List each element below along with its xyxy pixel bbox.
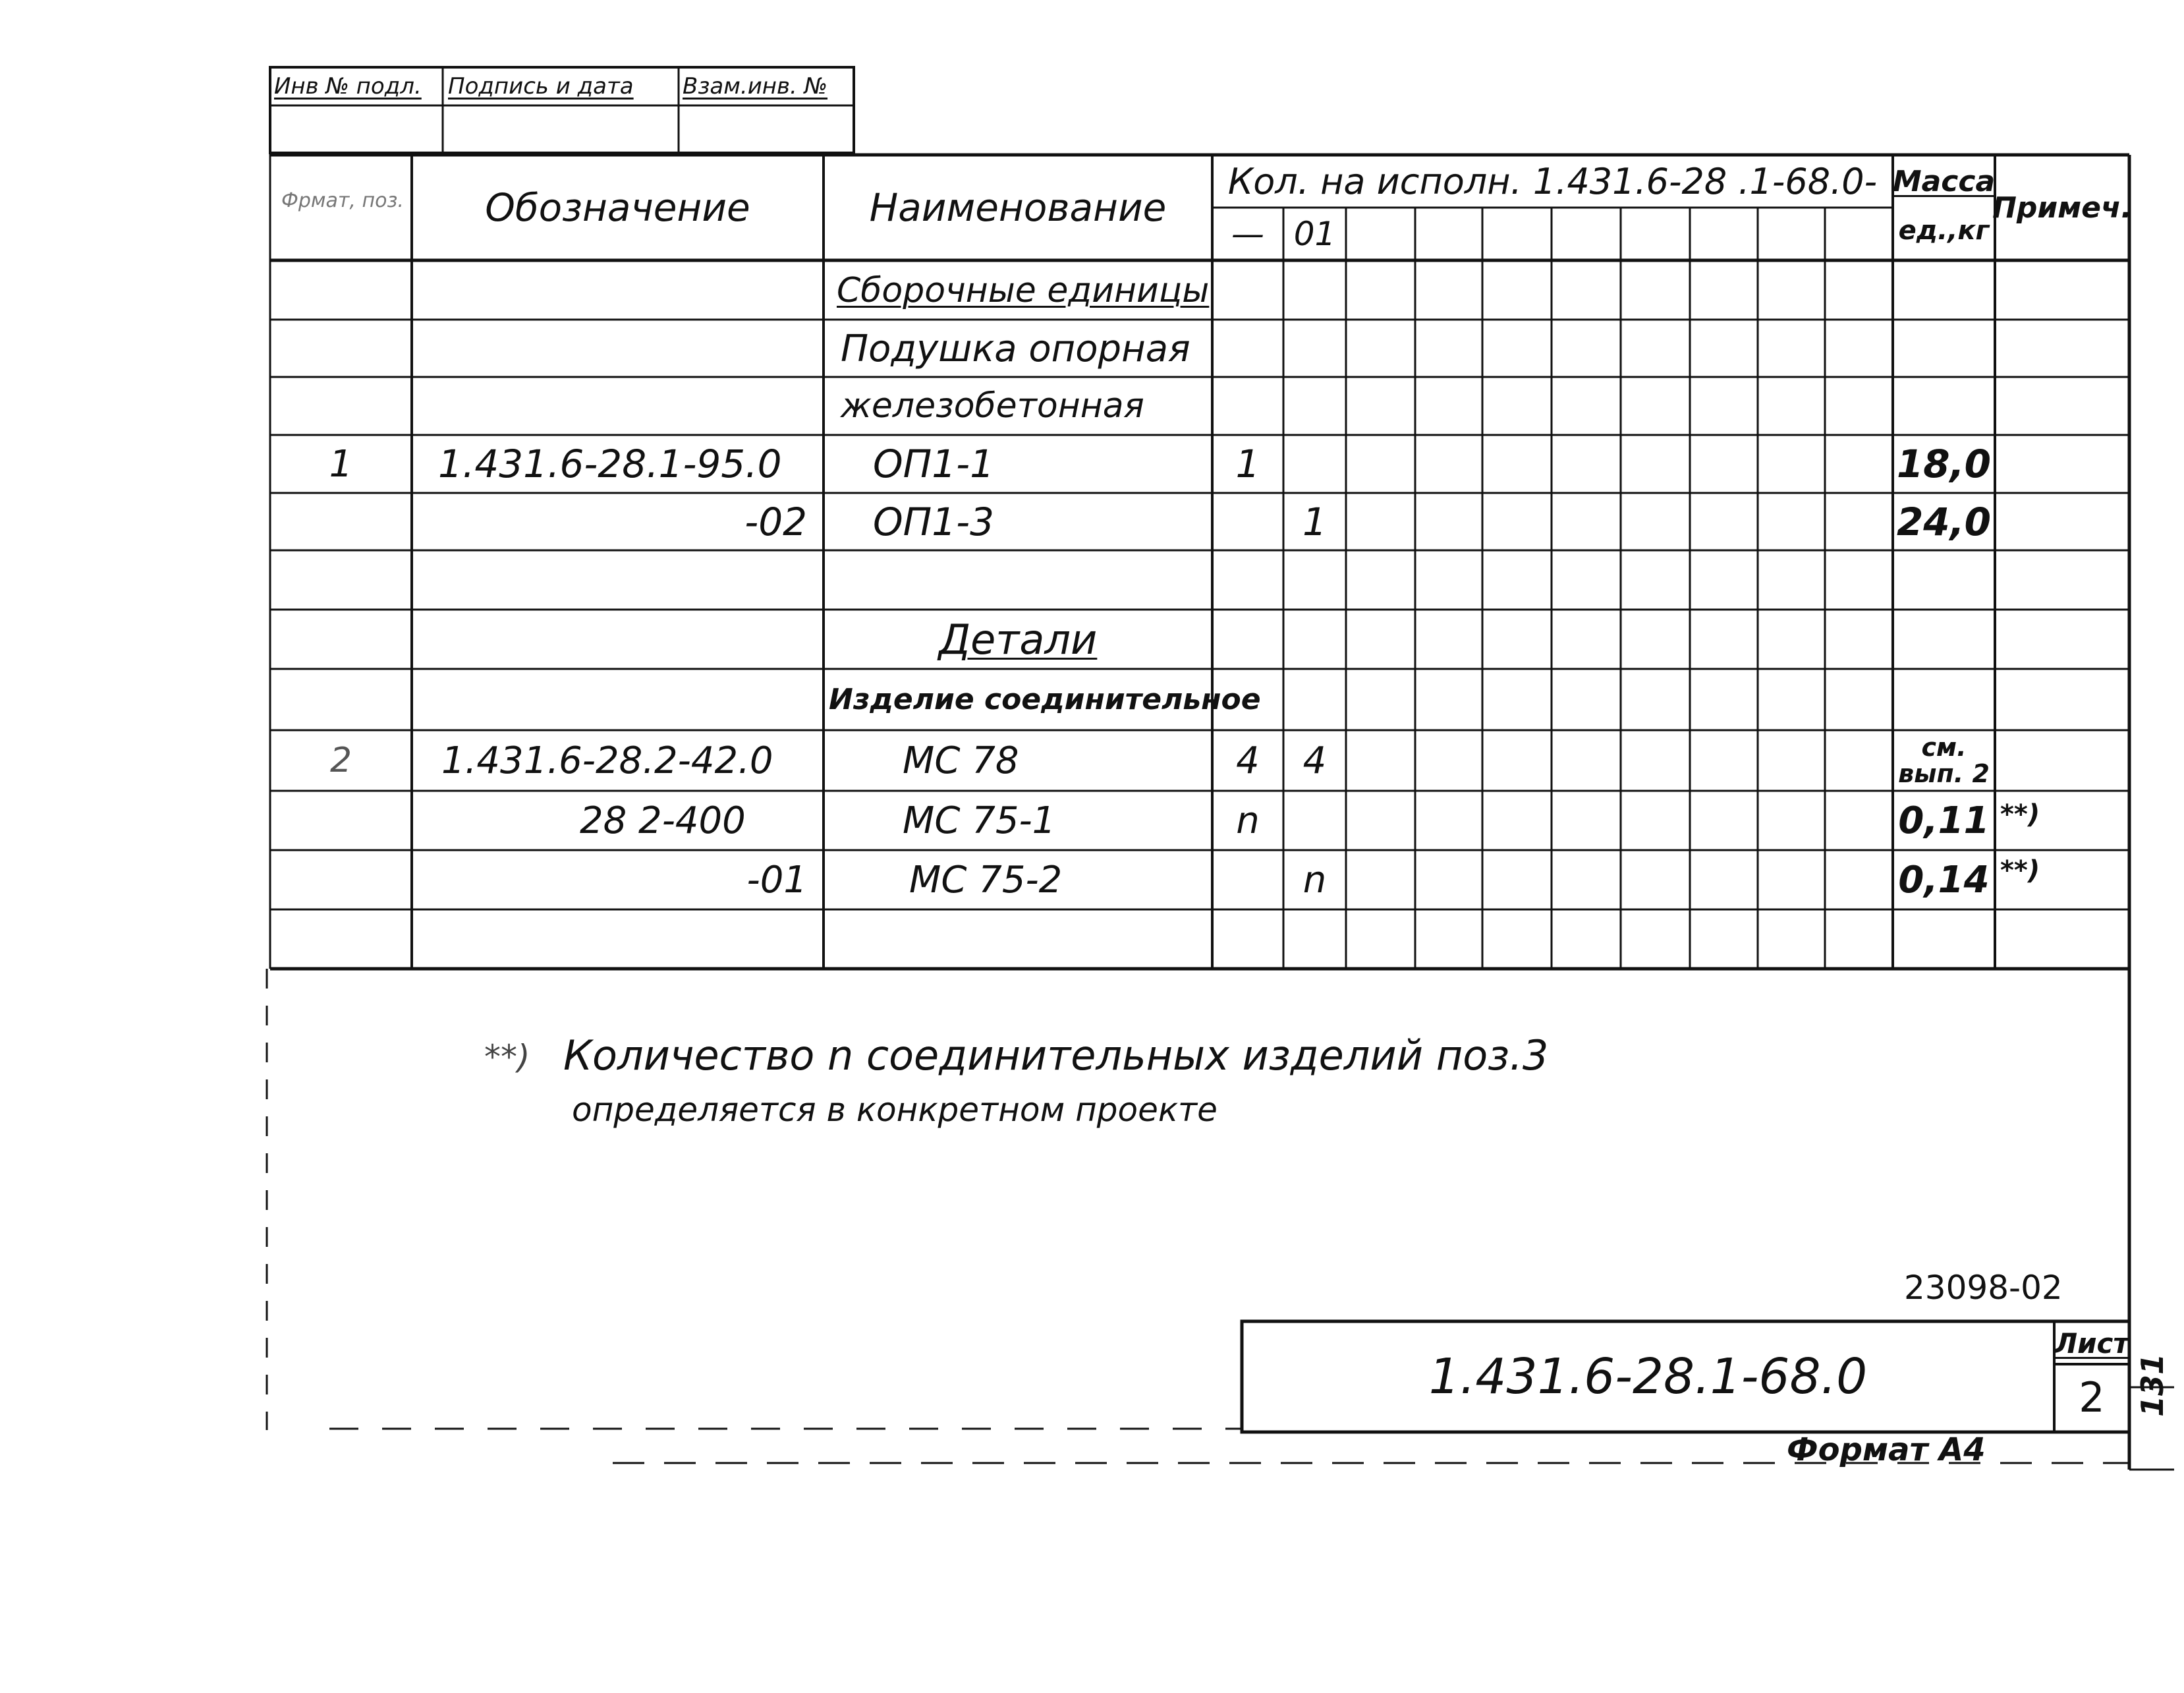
row-2-naim: железобетонная xyxy=(841,386,1144,426)
row-7-naim: Изделие соединительное xyxy=(829,682,1261,716)
row-4-massa: 24,0 xyxy=(1896,500,1992,544)
row-8-q2: 4 xyxy=(1302,739,1327,782)
row-8-poz: 2 xyxy=(329,741,352,780)
header-naimenovanie: Наименование xyxy=(869,185,1167,230)
stamp-podpis-data: Подпись и дата xyxy=(448,73,634,100)
row-3-q1: 1 xyxy=(1235,442,1260,486)
row-8-massa: см. вып. 2 xyxy=(1898,733,1990,788)
sheet-label: Лист xyxy=(2054,1327,2129,1360)
header-format-poz: Фрмат, поз. xyxy=(281,189,404,212)
row-10-naim: МС 75-2 xyxy=(909,858,1063,902)
row-8-oboz: 1.431.6-28.2-42.0 xyxy=(441,739,773,782)
header-variant-01: 01 xyxy=(1293,215,1336,253)
row-3-naim: ОП1-1 xyxy=(873,442,994,486)
row-1-naim: Подушка опорная xyxy=(841,327,1190,370)
archive-number: 23098-02 xyxy=(1904,1269,2063,1307)
row-10-massa: 0,14 xyxy=(1898,858,1990,902)
row-9-oboz: 28 2-400 xyxy=(580,799,746,842)
note-line-1: Количество n соединительных изделий поз.3 xyxy=(563,1031,1549,1079)
stamp-vzam-inv: Взам.инв. № xyxy=(683,73,828,100)
row-9-q1: n xyxy=(1236,799,1260,842)
header-massa-unit: ед.,кг xyxy=(1898,215,1990,246)
row-9-naim: МС 75-1 xyxy=(903,799,1056,842)
row-9-massa: 0,11 xyxy=(1898,799,1990,842)
header-primech: Примеч. xyxy=(1992,190,2132,225)
row-4-naim: ОП1-3 xyxy=(873,500,994,544)
header-kol-title: Кол. на исполн. 1.431.6-28 .1-68.0- xyxy=(1227,160,1878,202)
header-massa: Масса xyxy=(1892,164,1996,198)
row-10-oboz: -01 xyxy=(746,858,807,902)
row-3-poz: 1 xyxy=(329,442,353,486)
header-variant-dash: — xyxy=(1231,215,1264,253)
format-label: Формат А4 xyxy=(1787,1431,1986,1468)
row-9-prim: **) xyxy=(2000,799,2040,830)
row-3-oboz: 1.431.6-28.1-95.0 xyxy=(438,442,782,486)
row-0-naim: Сборочные единицы xyxy=(837,271,1210,310)
note-marker: **) xyxy=(484,1038,530,1076)
row-4-oboz: -02 xyxy=(744,500,807,544)
row-8-naim: МС 78 xyxy=(903,739,1019,782)
note-line-2: определяется в конкретном проекте xyxy=(572,1091,1218,1129)
row-4-q2: 1 xyxy=(1302,500,1327,544)
row-10-q2: n xyxy=(1302,858,1327,902)
stamp-inv-podl: Инв № подл. xyxy=(274,73,422,100)
row-8-q1: 4 xyxy=(1236,739,1260,782)
document-designation: 1.431.6-28.1-68.0 xyxy=(1428,1348,1868,1405)
row-6-naim: Детали xyxy=(938,615,1098,664)
sheet-number: 2 xyxy=(2079,1373,2105,1421)
header-oboznachenie: Обозначение xyxy=(485,185,750,230)
row-3-massa: 18,0 xyxy=(1896,442,1992,486)
row-10-prim: **) xyxy=(2000,855,2040,886)
side-page-number: 131 xyxy=(2135,1353,2170,1417)
